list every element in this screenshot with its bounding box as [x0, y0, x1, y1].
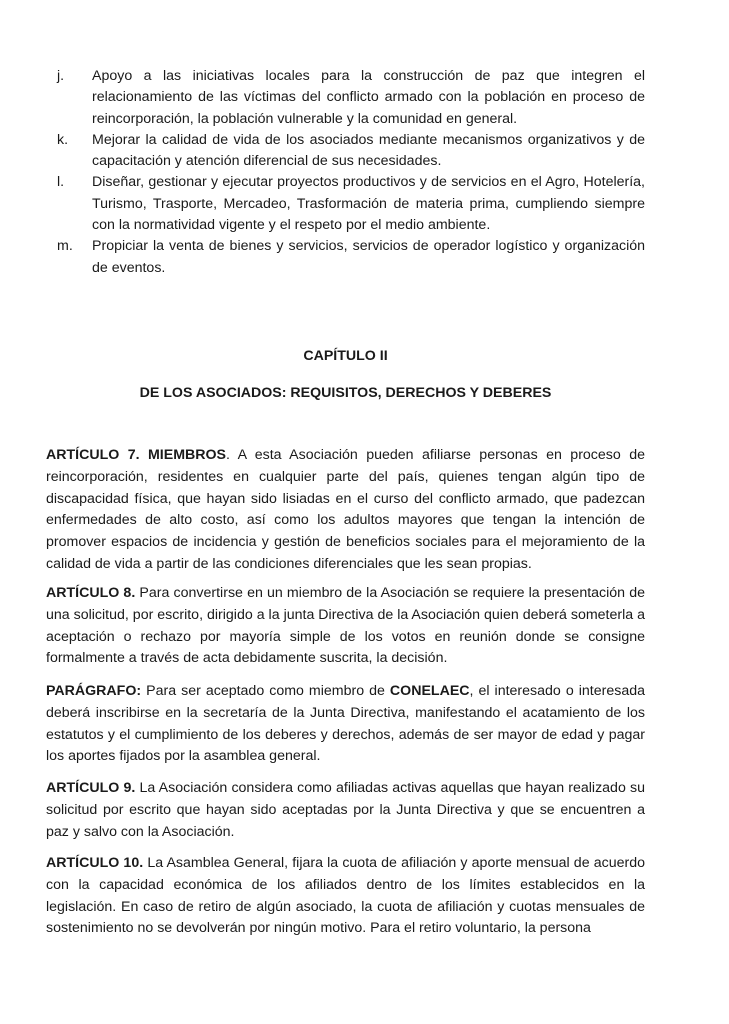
article-8-label: ARTÍCULO 8. [46, 585, 136, 601]
article-7 [46, 445, 645, 576]
paragrafo [46, 681, 645, 768]
list-item [57, 172, 645, 236]
article-10-label: ARTÍCULO 10. [46, 855, 144, 871]
org-name: CONELAEC [389, 683, 470, 699]
paragrafo-text-after: , el interesado o interesada deberá inscribirse en la secretaría de la Junta Directiva, manifestando el acatamiento de los estatutos y el cumplimiento de los deberes y derechos, además de ser mayor de edad y pagar los aportes fijados por la asamblea general. [46, 683, 645, 765]
article-7-label: ARTÍCULO 7. MIEMBROS [46, 447, 227, 463]
article-9 [46, 778, 645, 843]
article-9-label: ARTÍCULO 9. [46, 780, 136, 796]
article-8 [46, 583, 645, 670]
list-marker: j. [57, 68, 65, 84]
list-item-text: Propiciar la venta de bienes y servicios, servicios de operador logístico y organización de eventos. [92, 238, 645, 276]
chapter-title: DE LOS ASOCIADOS: REQUISITOS, DERECHOS Y DEBERES [139, 385, 552, 401]
article-8-text: Para convertirse en un miembro de la Asociación se requiere la presentación de una solicitud, por escrito, dirigido a la junta Directiva de la Asociación quien deberá someterla a aceptación o rechazo por mayoría simple de los votos en reunión donde se consigne formalmente a través de acta debidamente suscrita, la decisión. [46, 585, 645, 667]
chapter-number: CAPÍTULO II [303, 348, 388, 364]
list-marker: l. [57, 174, 65, 191]
list-marker: k. [57, 131, 69, 148]
list-item-text: Apoyo a las iniciativas locales para la construcción de paz que integren el relacionamiento de las víctimas del conflicto armado con la población en proceso de reincorporación, la población vulnerable y la comunidad en general. [92, 68, 645, 127]
list-marker: m. [57, 238, 73, 255]
list-item [57, 66, 645, 130]
paragrafo-label: PARÁGRAFO: [46, 683, 142, 699]
article-10 [46, 853, 645, 940]
objectives-list [57, 66, 645, 279]
list-item-text: Diseñar, gestionar y ejecutar proyectos productivos y de servicios en el Agro, Hotelería, Turismo, Trasporte, Mercadeo, Trasformación de materia prima, cumpliendo siempre con la normatividad vigente y el respeto por el medio ambiente. [92, 174, 645, 234]
list-item-text: Mejorar la calidad de vida de los asociados mediante mecanismos organizativos y de capacitación y atención diferencial de sus necesidades. [92, 131, 645, 170]
list-item [57, 130, 645, 173]
article-10-text: La Asamblea General, fijara la cuota de afiliación y aporte mensual de acuerdo con la capacidad económica de los afiliados dentro de los límites establecidos en la legislación. En caso de retiro de algún asociado, la cuota de afiliación y cuotas mensuales de sostenimiento no se devolverán por ningún motivo. Para el retiro voluntario, la persona [46, 855, 645, 937]
article-9-text: La Asociación considera como afiliadas activas aquellas que hayan realizado su solicitud por escrito que hayan sido aceptadas por la Junta Directiva y que se encuentren a paz y salvo con la Asociación. [46, 780, 645, 840]
article-7-text: . A esta Asociación pueden afiliarse personas en proceso de reincorporación, residentes en cualquier parte del país, quienes tengan algún tipo de discapacidad física, que hayan sido lisiadas en el curso del conflicto armado, que padezcan enfermedades de alto costo, así como los adultos mayores que tengan la intención de promover espacios de incidencia y gestión de beneficios sociales para el mejoramiento de la calidad de vida a partir de las condiciones diferenciales que les sean propias. [46, 447, 645, 572]
list-item [57, 236, 645, 279]
paragrafo-text-before: Para ser aceptado como miembro de [141, 683, 390, 699]
